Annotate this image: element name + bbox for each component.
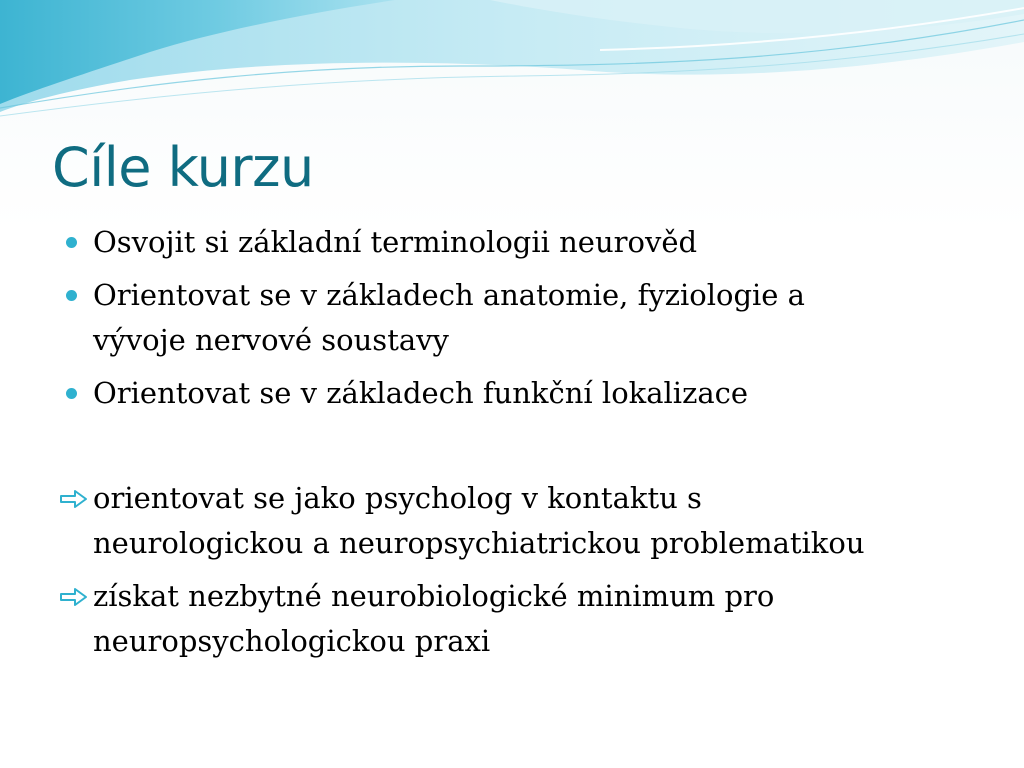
header-wave-decoration [0,0,1024,130]
arrow-right-outline-icon [58,488,90,510]
bullet-text-line: Osvojit si základní terminologii neurověd [93,225,698,259]
bullet-item-terminology [60,220,980,265]
arrow-right-outline-icon [58,586,90,608]
bullet-text-line: Orientovat se v základech anatomie, fyziologie a [93,278,805,312]
bullet-text-line: Orientovat se v základech funkční lokalizace [93,376,749,410]
bullet-text-line: neurologickou a neuropsychiatrickou problematikou [93,526,865,560]
dot-bullet-icon [66,237,77,248]
bullet-item-anatomy [60,273,980,363]
dot-bullet-icon [66,290,77,301]
bullet-list [60,220,980,664]
bullet-item-localization [60,371,980,416]
arrow-item-minimum [60,574,980,664]
bullet-text-line: získat nezbytné neurobiologické minimum pro [93,579,775,613]
bullet-text-line: orientovat se jako psycholog v kontaktu s [93,481,702,515]
slide-title: Cíle kurzu [52,136,314,199]
arrow-item-psychologist [60,476,980,566]
bullet-text-line: vývoje nervové soustavy [93,323,449,357]
dot-bullet-icon [66,388,77,399]
bullet-text-line: neuropsychologickou praxi [93,624,491,658]
